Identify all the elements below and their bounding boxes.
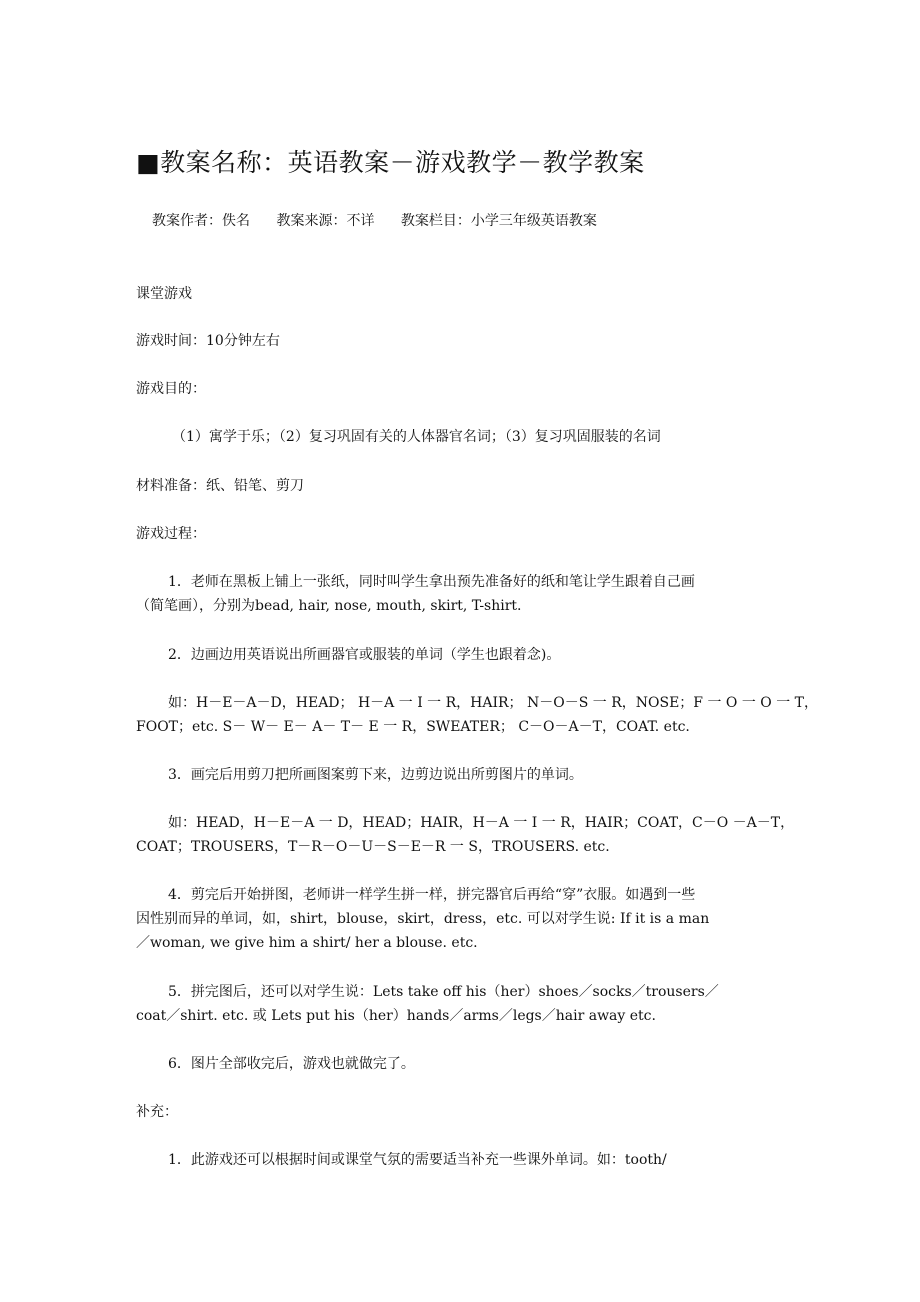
step-4-line-3: ／woman, we give him a shirt/ her a blouse. etc. <box>136 935 478 951</box>
lesson-meta <box>152 210 619 230</box>
step-4-line-2: 因性别而异的单词，如，shirt，blouse，skirt，dress，etc. 可以对学生说: If it is a man <box>136 911 710 927</box>
supplement-label: 补充： <box>136 1104 178 1120</box>
step-5-line-1: 5．拼完图后，还可以对学生说：Lets take off his（her）shoes／socks／trousers／ <box>168 984 719 1000</box>
step-6: 6．图片全部收完后，游戏也就做完了。 <box>168 1056 415 1072</box>
game-time: 游戏时间：10分钟左右 <box>136 333 280 349</box>
example-2 <box>136 811 796 859</box>
example-1-line-1: 如：H－E－A－D，HEAD； H－A 一 I 一 R，HAIR； N－O－S 一 R，NOSE；F 一 O 一 O 一 T， <box>168 695 819 711</box>
meta-source: 教案来源：不详 <box>276 213 375 229</box>
example-2-line-1: 如：HEAD，H－E－A 一 D，HEAD；HAIR，H－A 一 I 一 R，HAIR；COAT，C－O －A－T， <box>168 815 795 831</box>
example-1 <box>136 691 819 739</box>
process-label: 游戏过程： <box>136 526 206 542</box>
game-purpose-label: 游戏目的： <box>136 381 206 397</box>
meta-column: 教案栏目：小学三年级英语教案 <box>400 213 597 229</box>
step-4-line-1: 4．剪完后开始拼图，老师讲一样学生拼一样，拼完器官后再给“穿”衣服。如遇到一些 <box>168 887 696 903</box>
step-1 <box>136 570 796 618</box>
section-heading-game: 课堂游戏 <box>136 286 192 302</box>
example-2-line-2: COAT；TROUSERS，T－R－O－U－S－E－R 一 S，TROUSERS. etc. <box>136 839 610 855</box>
step-4 <box>136 883 796 955</box>
meta-author: 教案作者：佚名 <box>152 213 250 229</box>
step-1-line-1: 1．老师在黑板上铺上一张纸，同时叫学生拿出预先准备好的纸和笔让学生跟着自己画 <box>168 574 695 590</box>
game-purpose-items: （1）寓学于乐；（2）复习巩固有关的人体器官名词；（3）复习巩固服装的名词 <box>172 429 661 445</box>
example-1-line-2: FOOT；etc. S－ W－ E－ A－ T－ E 一 R，SWEATER； C－O－A－T，COAT. etc. <box>136 719 690 735</box>
step-5-line-2: coat／shirt. etc. 或 Lets put his（her）hands／arms／legs／hair away etc. <box>136 1008 656 1024</box>
step-1-line-2: （简笔画），分别为bead, hair, nose, mouth, skirt, T-shirt. <box>136 598 522 614</box>
page-title: ■教案名称：英语教案－游戏教学－教学教案 <box>136 148 645 177</box>
materials: 材料准备：纸、铅笔、剪刀 <box>136 478 304 494</box>
step-2: 2．边画边用英语说出所画器官或服装的单词（学生也跟着念)。 <box>168 647 561 663</box>
step-3: 3．画完后用剪刀把所画图案剪下来，边剪边说出所剪图片的单词。 <box>168 767 583 783</box>
supplement-1: 1．此游戏还可以根据时间或课堂气氛的需要适当补充一些课外单词。如：tooth/ <box>168 1152 667 1168</box>
step-5 <box>136 980 796 1028</box>
